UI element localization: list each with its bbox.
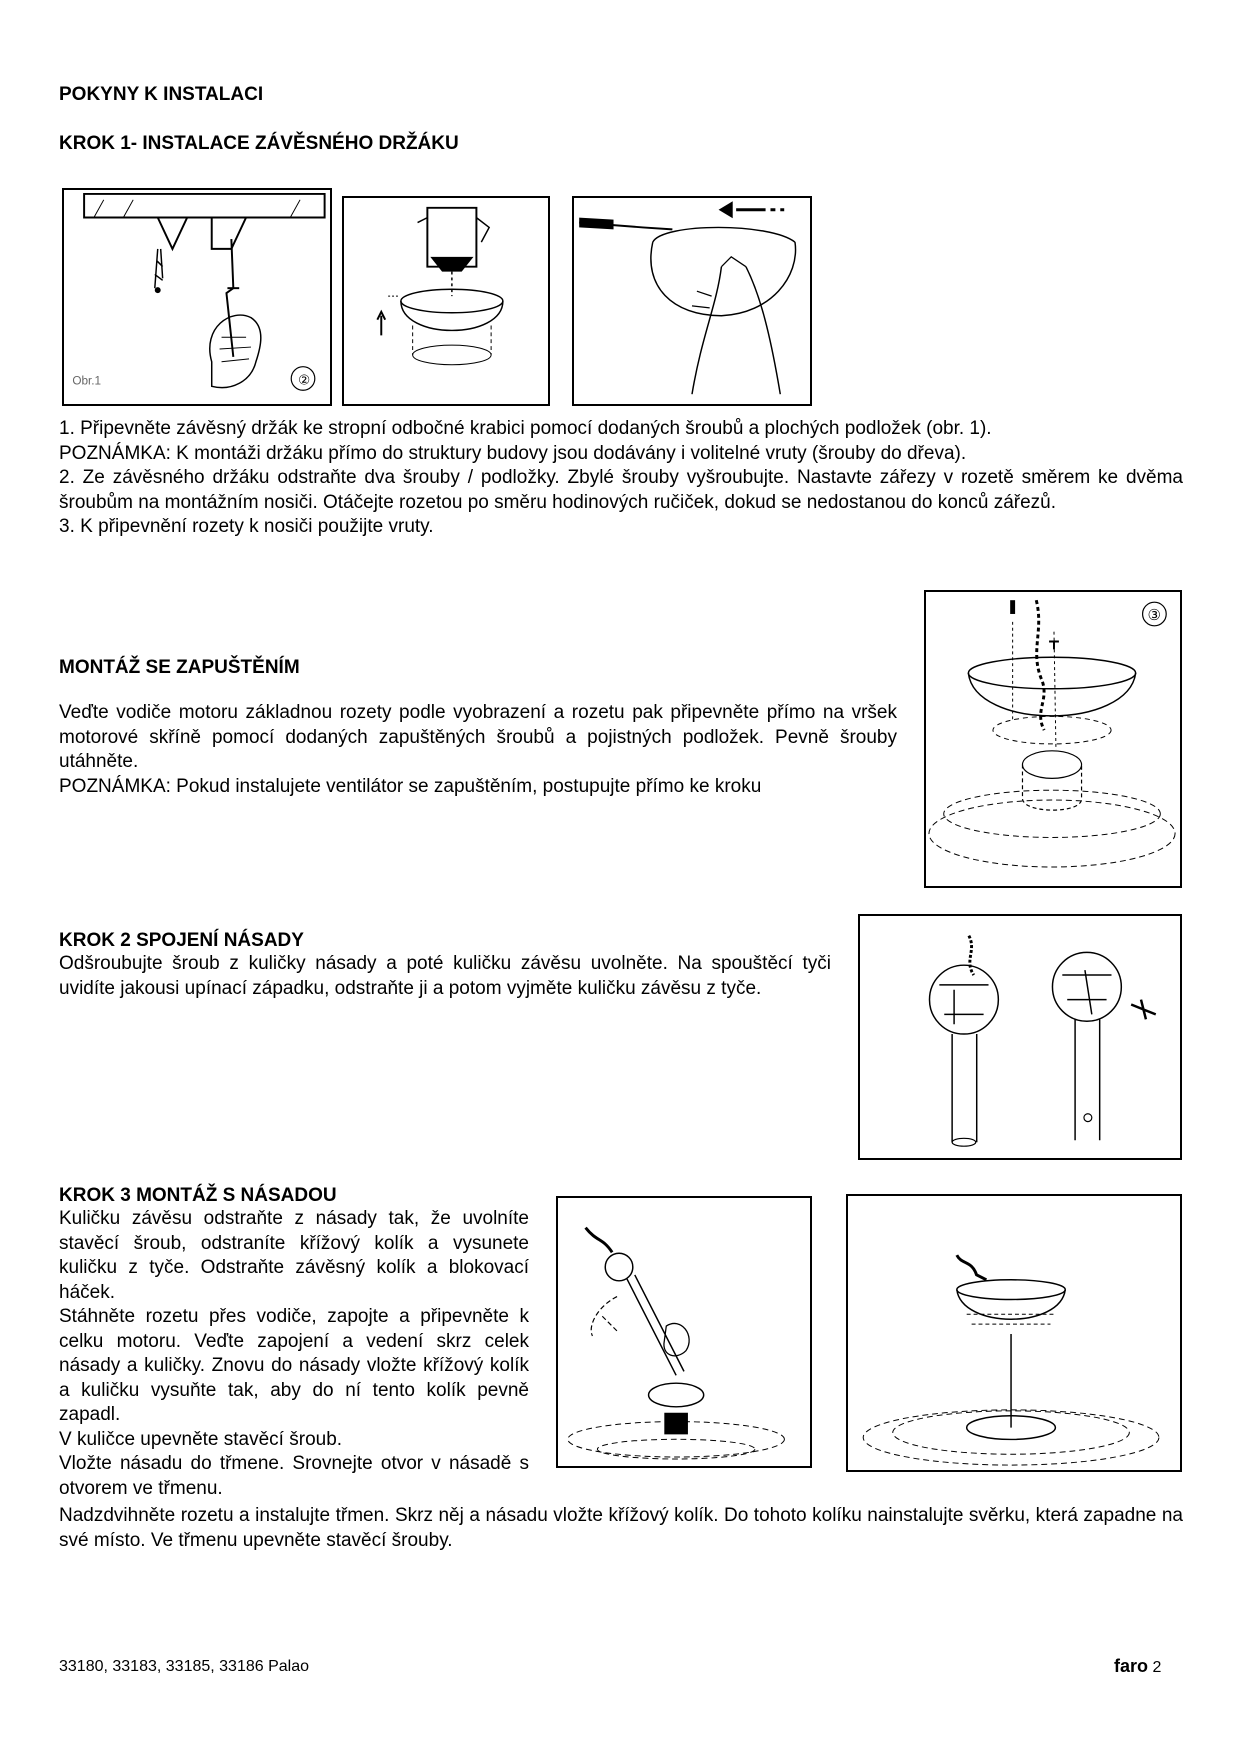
figure-1-bracket-install: [62, 188, 332, 406]
figure-downrod-assembled: [846, 1194, 1182, 1472]
figure-2-drawing: [344, 198, 548, 404]
figure-1-drawing: [64, 190, 330, 404]
figure-downrod-install: [556, 1196, 812, 1468]
step1-heading: KROK 1- INSTALACE ZÁVĚSNÉHO DRŽÁKU: [59, 133, 459, 154]
step3-paragraph-4: Vložte násadu do třmene. Srovnejte otvor v násadě s otvorem ve třmenu.: [59, 1453, 529, 1499]
flush-mount-heading: MONTÁŽ SE ZAPUŠTĚNÍM: [59, 657, 300, 678]
step3-section: [59, 1185, 529, 1501]
figure-2-canopy-remove: [342, 196, 550, 406]
figure-downrod-install-drawing: [558, 1198, 810, 1466]
step1-note: POZNÁMKA: K montáži držáku přímo do struktury budovy jsou dodávány i volitelné vruty (šrouby do dřeva).: [59, 442, 967, 464]
step1-paragraph-3: 3. K připevnění rozety k nosiči použijte vruty.: [59, 516, 434, 537]
page-title: POKYNY K INSTALACI: [59, 84, 264, 105]
flush-mount-paragraph: Veďte vodiče motoru základnou rozety podle vyobrazení a rozetu pak připevněte přímo na vršek motorové skříně pomocí dodaných zapuštěných šroubů a pojistných podložek. Pevně šrouby utáhněte.: [59, 702, 897, 772]
step3-wide-text: [59, 1504, 1183, 1553]
step1-text: [59, 417, 1183, 540]
figure-1-label: Obr.1: [72, 374, 102, 388]
footer-brand: faro: [1114, 1656, 1149, 1676]
figure-flush-number: ③: [1147, 606, 1161, 624]
step2-heading: KROK 2 SPOJENÍ NÁSADY: [59, 930, 304, 951]
step3-paragraph-1: Kuličku závěsu odstraňte z násady tak, že uvolníte stavěcí šroub, odstraníte křížový kolík a vysunete kuličku z tyče. Odstraňte závěsný kolík a blokovací háček.: [59, 1208, 529, 1303]
step2-paragraph: Odšroubujte šroub z kuličky násady a poté kuličku závěsu uvolněte. Na spouštěcí tyči uvidíte jakousi upínací západku, odstraňte ji a potom vyjměte kuličku závěsu z tyče.: [59, 953, 831, 999]
step3-paragraph-5: Nadzdvihněte rozetu a instalujte třmen. Skrz něj a násadu vložte křížový kolík. Do tohoto kolíku nainstalujte svěrku, která zapadne na své místo. Ve třmenu upevněte stavěcí šrouby.: [59, 1505, 1183, 1551]
flush-mount-note: POZNÁMKA: Pokud instalujete ventilátor se zapuštěním, postupujte přímo ke kroku: [59, 775, 762, 797]
figure-downrod-disassembly: [858, 914, 1182, 1160]
figure-3-canopy-rotate: [572, 196, 812, 406]
step3-paragraph-2: Stáhněte rozetu přes vodiče, zapojte a připevněte k celku motoru. Veďte zapojení a vedení skrz celek násady a kuličky. Znovu do násady vložte křížový kolík a kuličku vysuňte tak, aby do ní tento kolík pevně zapadl.: [59, 1306, 529, 1425]
figure-downrod-drawing: [860, 916, 1180, 1158]
flush-mount-text: [59, 701, 897, 799]
step2-section: [59, 930, 831, 1001]
figure-3-drawing: [574, 198, 810, 404]
footer-brand-page: [1114, 1656, 1161, 1677]
footer-models: 33180, 33183, 33185, 33186 Palao: [59, 1658, 310, 1675]
step1-paragraph-2: 2. Ze závěsného držáku odstraňte dva šrouby / podložky. Zbylé šrouby vyšroubujte. Nastavte zářezy v rozetě směrem ke dvěma šroubům na montážním nosiči. Otáčejte rozetou po směru hodinových ručiček, dokud se nedostanou do konců zářezů.: [59, 467, 1183, 513]
figure-flush-drawing: [926, 592, 1180, 886]
figure-2-number: ②: [298, 372, 311, 389]
step3-heading: KROK 3 MONTÁŽ S NÁSADOU: [59, 1185, 337, 1206]
step1-paragraph-1: 1. Připevněte závěsný držák ke stropní odbočné krabici pomocí dodaných šroubů a plochých podložek (obr. 1).: [59, 418, 992, 439]
figure-flush-mount: [924, 590, 1182, 888]
figure-downrod-assembled-drawing: [848, 1196, 1180, 1470]
footer-page-number: 2: [1152, 1659, 1162, 1676]
step3-paragraph-3: V kuličce upevněte stavěcí šroub.: [59, 1428, 343, 1450]
